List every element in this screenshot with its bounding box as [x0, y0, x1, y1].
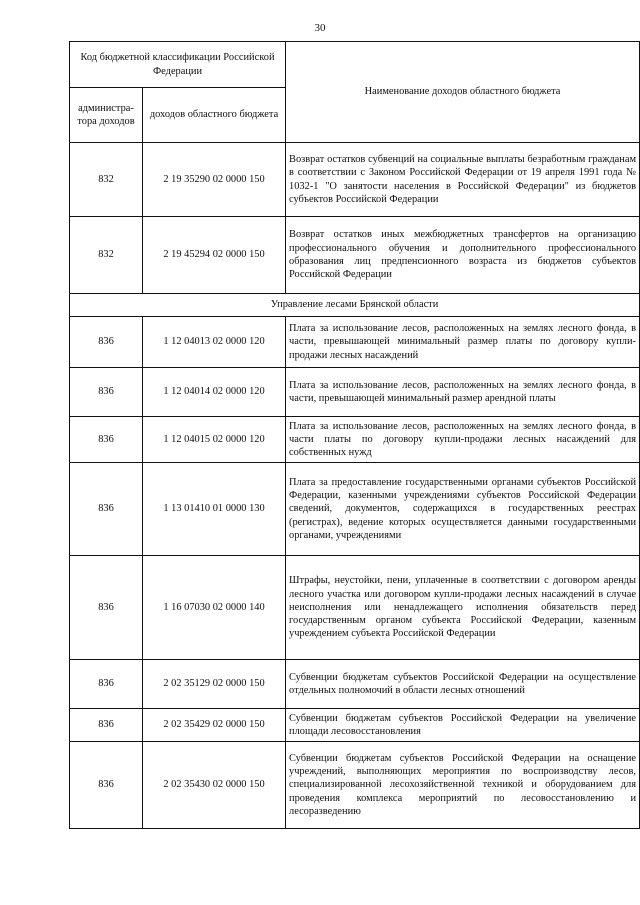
page-number: 30	[314, 22, 326, 34]
income-name-cell: Плата за предоставление государственными органами субъектов Российской Федерации, казенными учреждениями субъектов Российской Федерации сведений, документов, содержащихся в государственных реестрах (регистрах), ведение которых осуществляется данными государственными органами, учреждениями	[286, 463, 640, 556]
admin-code-cell: 836	[70, 709, 143, 742]
header-classification-code: Код бюджетной классификации Российской Федерации	[70, 42, 286, 88]
admin-code-cell: 836	[70, 742, 143, 829]
income-name-cell: Плата за использование лесов, расположенных на землях лесного фонда, в части платы по договору купли-продажи лесных насаждений для собственных нужд	[286, 417, 640, 463]
income-code-cell: 1 13 01410 01 0000 130	[143, 463, 286, 556]
table-row	[70, 742, 640, 829]
income-code-cell: 1 12 04015 02 0000 120	[143, 417, 286, 463]
admin-code-cell: 836	[70, 417, 143, 463]
section-title: Управление лесами Брянской области	[70, 294, 640, 317]
table-row	[70, 556, 640, 660]
admin-code-cell: 836	[70, 317, 143, 368]
table-row	[70, 709, 640, 742]
income-name-cell: Субвенции бюджетам субъектов Российской Федерации на оснащение учреждений, выполняющих мероприятия по воспроизводству лесов, специализированной лесохозяйственной техникой и оборудованием для проведения комплекса мероприятий по лесовосстановлению и лесоразведению	[286, 742, 640, 829]
table-row	[70, 463, 640, 556]
budget-classification-table	[69, 41, 640, 829]
income-code-cell: 2 19 45294 02 0000 150	[143, 217, 286, 294]
admin-code-cell: 832	[70, 217, 143, 294]
header-income-code: доходов областного бюджета	[143, 88, 286, 143]
income-code-cell: 2 02 35129 02 0000 150	[143, 660, 286, 709]
admin-code-cell: 836	[70, 660, 143, 709]
income-code-cell: 2 19 35290 02 0000 150	[143, 143, 286, 217]
table-row	[70, 317, 640, 368]
income-code-cell: 1 16 07030 02 0000 140	[143, 556, 286, 660]
admin-code-cell: 836	[70, 368, 143, 417]
income-name-cell: Возврат остатков субвенций на социальные выплаты безработным гражданам в соответствии с Законом Российской Федерации от 19 апреля 1991 года № 1032-1 "О занятости населения в Российской Федерации" из бюджетов субъектов Российской Федерации	[286, 143, 640, 217]
table-row	[70, 217, 640, 294]
income-name-cell: Плата за использование лесов, расположенных на землях лесного фонда, в части, превышающей минимальный размер арендной платы	[286, 368, 640, 417]
income-code-cell: 2 02 35430 02 0000 150	[143, 742, 286, 829]
income-name-cell: Возврат остатков иных межбюджетных трансфертов на организацию профессионального обучения и дополнительного профессионального образования лиц предпенсионного возраста из бюджетов субъектов Российской Федерации	[286, 217, 640, 294]
admin-code-cell: 832	[70, 143, 143, 217]
table-row	[70, 368, 640, 417]
header-administrator: администра-тора доходов	[70, 88, 143, 143]
table-row	[70, 660, 640, 709]
header-income-name: Наименование доходов областного бюджета	[286, 42, 640, 143]
income-code-cell: 1 12 04013 02 0000 120	[143, 317, 286, 368]
income-code-cell: 1 12 04014 02 0000 120	[143, 368, 286, 417]
income-name-cell: Субвенции бюджетам субъектов Российской Федерации на увеличение площади лесовосстановления	[286, 709, 640, 742]
income-name-cell: Штрафы, неустойки, пени, уплаченные в соответствии с договором аренды лесного участка или договором купли-продажи лесных насаждений в случае неисполнения или ненадлежащего исполнения обязательств перед государственным органом субъекта Российской Федерации, казенным учреждением субъекта Российской Федерации	[286, 556, 640, 660]
admin-code-cell: 836	[70, 556, 143, 660]
table-row	[70, 417, 640, 463]
income-name-cell: Субвенции бюджетам субъектов Российской Федерации на осуществление отдельных полномочий в области лесных отношений	[286, 660, 640, 709]
income-name-cell: Плата за использование лесов, расположенных на землях лесного фонда, в части, превышающей минимальный размер платы по договору купли-продажи лесных насаждений	[286, 317, 640, 368]
income-code-cell: 2 02 35429 02 0000 150	[143, 709, 286, 742]
admin-code-cell: 836	[70, 463, 143, 556]
header-row	[70, 42, 640, 88]
section-row	[70, 294, 640, 317]
table-row	[70, 143, 640, 217]
